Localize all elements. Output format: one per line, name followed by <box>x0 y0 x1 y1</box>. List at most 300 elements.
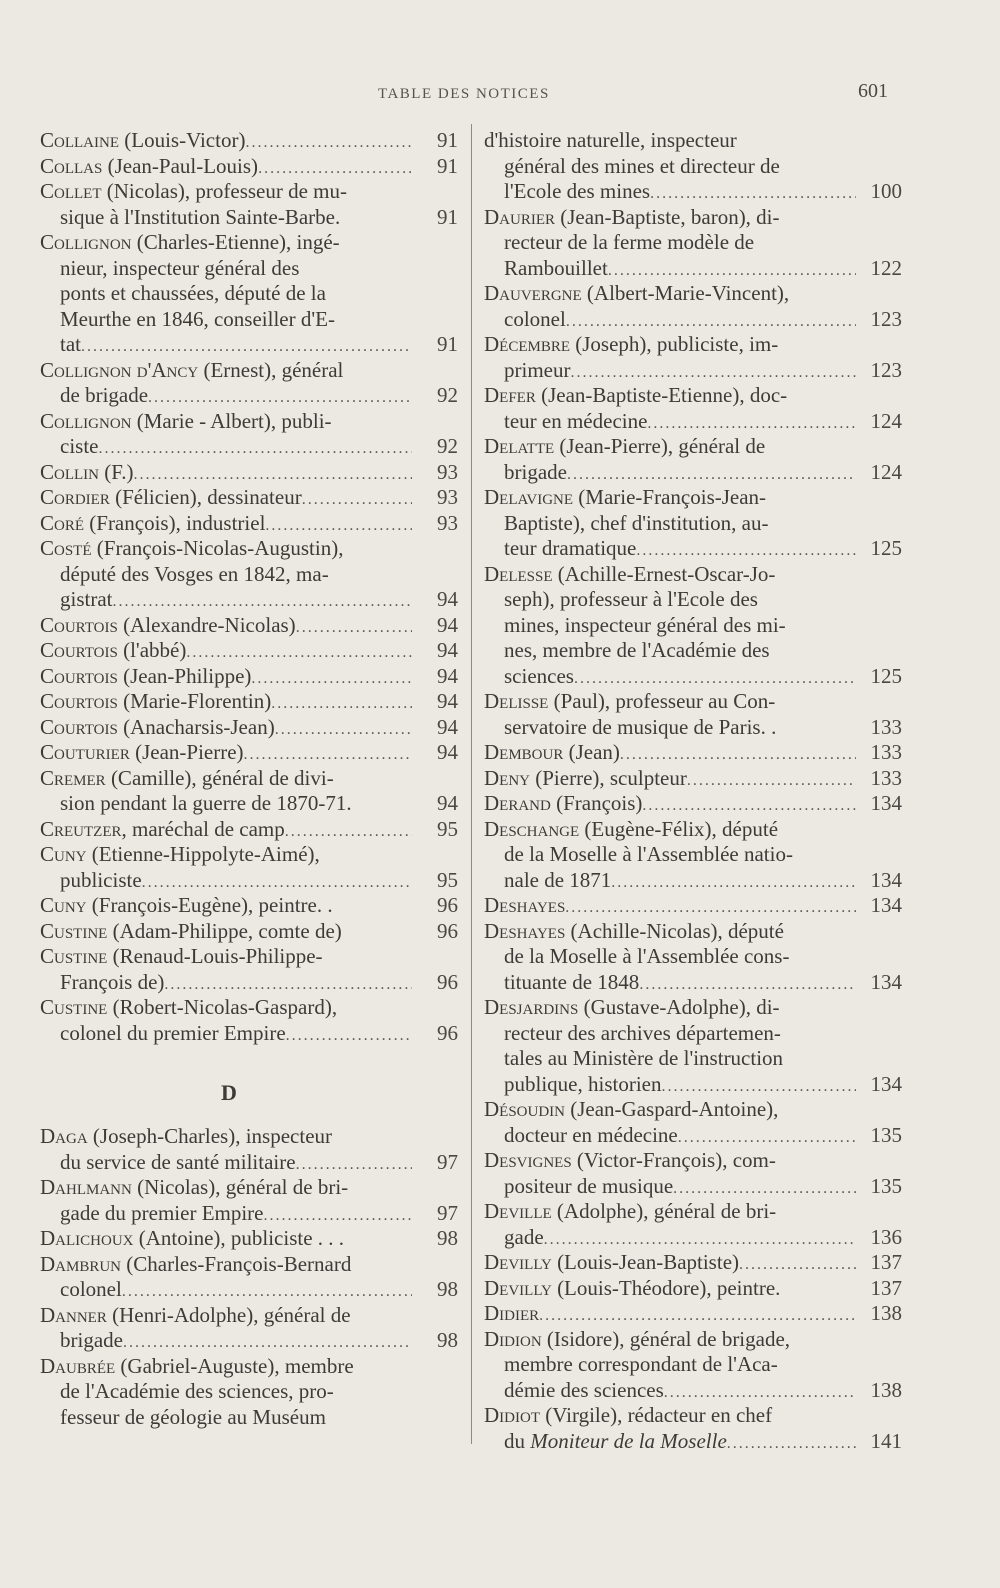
entry-line <box>40 332 458 358</box>
entry-line <box>484 715 902 741</box>
dot-leader <box>567 460 856 486</box>
entry-text: primeur <box>504 357 571 382</box>
entry-text: colonel <box>504 306 566 331</box>
entry-name: Didiot <box>484 1403 540 1427</box>
page-reference: 96 <box>437 918 458 943</box>
entry-text: sique à l'Institution Sainte-Barbe. <box>60 204 341 229</box>
entry-text: (Henri-Adolphe), général de <box>106 1302 351 1327</box>
entry-line <box>40 919 458 945</box>
entry-text: mines, inspecteur général des mi- <box>504 612 786 637</box>
page-reference: 136 <box>870 1224 902 1249</box>
entry-text: (Ernest), général <box>198 357 344 382</box>
index-entry <box>40 1226 458 1252</box>
page-reference: 92 <box>437 434 458 458</box>
entry-name: Courtois <box>40 689 118 713</box>
entry-line <box>484 1097 902 1123</box>
entry-line <box>484 1199 902 1225</box>
page-reference: 96 <box>437 893 458 917</box>
page-reference: 97 <box>437 1200 458 1225</box>
page-reference: 98 <box>437 1328 458 1352</box>
entry-text: député des Vosges en 1842, ma- <box>60 561 329 586</box>
entry-text: (Paul), professeur au Con- <box>548 689 776 713</box>
entry-name: Cordier <box>40 485 110 509</box>
entry-text: (Jean-Pierre) <box>129 740 244 764</box>
entry-text: tales au Ministère de l'instruction <box>504 1046 784 1070</box>
line-spacer <box>333 893 412 919</box>
page-reference: 124 <box>870 408 902 433</box>
index-entry <box>484 383 902 434</box>
dot-leader <box>687 766 856 792</box>
entry-text: (Marie - Albert), publi- <box>131 408 332 433</box>
entry-name: Daga <box>40 1124 88 1148</box>
entry-line <box>484 1403 902 1429</box>
entry-line <box>484 689 902 715</box>
entry-text: (Gustave-Adolphe), di- <box>578 995 780 1019</box>
entry-text: docteur en médecine <box>504 1122 678 1147</box>
index-entry <box>484 1097 902 1148</box>
entry-name: Collignon <box>40 408 132 433</box>
section-letter: D <box>221 1080 237 1105</box>
entry-name: Derand <box>484 791 551 815</box>
entry-line <box>484 842 902 868</box>
dot-leader <box>265 511 412 537</box>
dot-leader <box>244 740 412 766</box>
entry-text: (François-Eugène), peintre. . <box>86 893 333 917</box>
entry-text: de la Moselle à l'Assemblée cons- <box>504 944 790 968</box>
entry-text: ciste <box>60 434 99 458</box>
entry-text: (Marie-François-Jean- <box>573 485 767 509</box>
entry-line <box>484 1072 902 1098</box>
entry-line <box>40 307 458 333</box>
page-reference: 123 <box>870 306 902 331</box>
page-reference: 95 <box>437 816 458 841</box>
entry-text: gistrat <box>60 587 113 611</box>
page-reference: 94 <box>437 791 458 815</box>
entry-name: Cremer <box>40 765 106 790</box>
index-entry <box>40 536 458 613</box>
dot-leader <box>678 1123 856 1149</box>
entry-name: Daubrée <box>40 1353 116 1378</box>
entry-name: Custine <box>40 944 108 968</box>
entry-text: (Louis-Jean-Baptiste) <box>551 1250 740 1274</box>
entry-name: Désoudin <box>484 1097 565 1121</box>
entry-text: (François) <box>550 791 643 815</box>
entry-text: démie des sciences <box>504 1377 664 1402</box>
dot-leader <box>739 1250 856 1276</box>
entry-line <box>40 128 458 154</box>
entry-line <box>484 281 902 307</box>
page-reference: 91 <box>437 128 458 152</box>
entry-text: publiciste <box>60 867 142 892</box>
index-entry <box>484 740 902 766</box>
dot-leader <box>664 1378 856 1404</box>
entry-line <box>484 536 902 562</box>
dot-leader <box>570 358 856 384</box>
index-entry <box>484 332 902 383</box>
index-entry <box>40 995 458 1046</box>
page-reference: 94 <box>437 612 458 637</box>
entry-text: nieur, inspecteur général des <box>60 255 300 280</box>
entry-text: (Louis-Victor) <box>119 128 246 152</box>
entry-text: colonel <box>60 1277 122 1301</box>
entry-line <box>40 766 458 792</box>
entry-line <box>484 613 902 639</box>
page-reference: 91 <box>437 204 458 229</box>
entry-text: servatoire de musique de Paris. . <box>504 714 777 739</box>
entry-name: Couturier <box>40 740 130 764</box>
dot-leader <box>186 638 412 664</box>
entry-line <box>40 1328 458 1354</box>
entry-text: (Charles-François-Bernard <box>121 1251 352 1276</box>
page-reference: 93 <box>437 485 458 509</box>
entry-line <box>484 1327 902 1353</box>
page-reference: 93 <box>437 459 458 484</box>
index-entry <box>484 919 902 996</box>
index-entry <box>40 358 458 409</box>
entry-text: (Eugène-Félix), député <box>579 816 779 841</box>
entry-line <box>484 919 902 945</box>
entry-line <box>484 434 902 460</box>
index-entry <box>484 791 902 817</box>
entry-text: teur en médecine <box>504 408 648 433</box>
index-list-d-continued <box>484 128 902 1454</box>
entry-line <box>40 689 458 715</box>
page-reference: 94 <box>437 638 458 662</box>
dot-leader <box>296 1150 412 1176</box>
entry-line <box>40 434 458 460</box>
entry-line <box>484 128 902 154</box>
page-reference: 133 <box>870 765 902 790</box>
entry-text: (Alexandre-Nicolas) <box>117 612 296 637</box>
entry-line <box>40 1379 458 1405</box>
entry-name: Creutzer <box>40 816 122 841</box>
index-entry <box>40 817 458 843</box>
entry-text: (Virgile), rédacteur en chef <box>539 1403 773 1427</box>
index-entry <box>484 562 902 690</box>
entry-line <box>40 613 458 639</box>
dot-leader <box>286 1021 412 1047</box>
entry-line <box>40 944 458 970</box>
entry-line <box>40 1252 458 1278</box>
entry-line <box>484 562 902 588</box>
page-reference: 137 <box>870 1275 902 1300</box>
index-entry <box>40 919 458 945</box>
entry-name: Deschange <box>484 816 580 841</box>
dot-leader <box>566 307 856 333</box>
entry-line <box>484 1021 902 1047</box>
index-entry <box>484 281 902 332</box>
entry-line <box>484 1250 902 1276</box>
entry-name: Décembre <box>484 332 571 356</box>
index-entry <box>40 893 458 919</box>
index-entry <box>40 638 458 664</box>
dot-leader <box>98 434 412 460</box>
index-entry <box>40 485 458 511</box>
index-entry <box>40 689 458 715</box>
dot-leader <box>647 409 856 435</box>
dot-leader <box>275 715 412 741</box>
page-reference: 134 <box>870 867 902 892</box>
entry-line <box>40 817 458 843</box>
entry-name: Dambrun <box>40 1251 122 1276</box>
index-entry <box>40 740 458 766</box>
entry-line <box>484 1174 902 1200</box>
entry-name: Costé <box>40 536 92 560</box>
entry-text: brigade <box>504 459 567 484</box>
entry-line <box>484 740 902 766</box>
page-reference: 97 <box>437 1149 458 1174</box>
entry-name: Custine <box>40 995 108 1019</box>
index-entry <box>40 128 458 154</box>
entry-text: François de) <box>60 969 165 994</box>
dot-leader <box>661 1072 856 1098</box>
page-reference: 94 <box>437 689 458 713</box>
dot-leader <box>611 868 856 894</box>
entry-line <box>484 1123 902 1149</box>
entry-line <box>484 307 902 333</box>
column-divider <box>471 124 472 1444</box>
dot-leader <box>264 1201 413 1227</box>
entry-line <box>40 791 458 817</box>
dot-leader <box>164 970 412 996</box>
entry-text: (Anacharsis-Jean) <box>117 714 275 739</box>
entry-text: gade du premier Empire <box>60 1200 264 1225</box>
entry-text: (Victor-François), com- <box>571 1148 776 1172</box>
entry-text: (Jean-Gaspard-Antoine), <box>565 1097 779 1121</box>
entry-text: d'histoire naturelle, inspecteur <box>484 128 737 152</box>
dot-leader <box>122 1277 412 1303</box>
entry-text: (F.) <box>99 459 134 484</box>
dot-leader <box>245 128 412 154</box>
entry-line <box>484 485 902 511</box>
entry-line <box>484 638 902 664</box>
line-spacer <box>342 919 412 945</box>
entry-name: Coré <box>40 510 85 535</box>
entry-name: Dahlmann <box>40 1175 132 1199</box>
page-reference: 134 <box>870 893 902 917</box>
page-reference: 133 <box>870 740 902 764</box>
line-spacer <box>776 715 856 741</box>
entry-text: général des mines et directeur de <box>504 153 780 178</box>
entry-line <box>484 230 902 256</box>
entry-name: Custine <box>40 918 108 943</box>
index-entry <box>40 409 458 460</box>
entry-text: Baptiste), chef d'institution, au- <box>504 510 769 535</box>
entry-text: publique, historien <box>504 1071 662 1096</box>
index-entry <box>484 128 902 205</box>
index-entry <box>484 1327 902 1404</box>
dot-leader <box>539 1301 856 1327</box>
page-reference: 138 <box>870 1301 902 1325</box>
page-reference: 125 <box>870 536 902 560</box>
entry-text: teur dramatique <box>504 536 637 560</box>
entry-name: Collignon d'Ancy <box>40 357 199 382</box>
page-reference: 94 <box>437 740 458 764</box>
entry-text: sciences <box>504 663 574 688</box>
entry-name: Cuny <box>40 893 87 917</box>
entry-line <box>484 1276 902 1302</box>
entry-text: gade <box>504 1224 544 1249</box>
entry-name: Collet <box>40 179 102 203</box>
entry-text: nale de 1871 <box>504 867 612 892</box>
index-entry <box>40 664 458 690</box>
dot-leader <box>620 740 856 766</box>
entry-name: Collaine <box>40 128 119 152</box>
entry-line <box>40 536 458 562</box>
page-reference: 133 <box>870 714 902 739</box>
entry-name: Delisse <box>484 689 549 713</box>
index-entry <box>484 1403 902 1454</box>
entry-line <box>484 383 902 409</box>
entry-name: Courtois <box>40 612 118 637</box>
entry-name: Desjardins <box>484 995 579 1019</box>
entry-text: (Jean-Paul-Louis) <box>102 153 259 178</box>
page-reference: 123 <box>870 357 902 382</box>
dot-leader <box>544 1225 856 1251</box>
entry-text: recteur des archives départemen- <box>504 1020 781 1045</box>
page-reference: 134 <box>870 791 902 815</box>
entry-text: de la Moselle à l'Assemblée natio- <box>504 842 793 866</box>
page-reference: 92 <box>437 383 458 407</box>
index-entry <box>40 230 458 358</box>
entry-name: Deshayes <box>484 893 566 917</box>
entry-line <box>40 740 458 766</box>
entry-line <box>484 1352 902 1378</box>
entry-line <box>484 868 902 894</box>
entry-text: (Joseph-Charles), inspecteur <box>87 1124 333 1148</box>
entry-text: du service de santé militaire <box>60 1149 296 1174</box>
dot-leader <box>727 1429 856 1455</box>
entry-text: (Gabriel-Auguste), membre <box>115 1353 354 1378</box>
page-reference: 94 <box>437 714 458 739</box>
entry-name: Courtois <box>40 714 118 739</box>
line-spacer <box>340 205 412 231</box>
index-entry <box>40 1354 458 1431</box>
entry-name: Collas <box>40 153 103 178</box>
entry-line <box>484 154 902 180</box>
entry-text: (Adam-Philippe, comte de) <box>107 918 342 943</box>
entry-italic-title: Moniteur de la Moselle <box>530 1428 727 1453</box>
index-entry <box>484 485 902 562</box>
line-spacer <box>352 791 412 817</box>
entry-line <box>484 511 902 537</box>
entry-name: Danner <box>40 1302 107 1327</box>
entry-line <box>40 1277 458 1303</box>
page-reference: 91 <box>437 153 458 178</box>
entry-name: Devilly <box>484 1250 552 1274</box>
entry-text: ponts et chaussées, député de la <box>60 281 326 305</box>
page-reference: 93 <box>437 510 458 535</box>
entry-text: (Nicolas), général de bri- <box>131 1175 349 1199</box>
entry-line <box>40 1354 458 1380</box>
entry-text: (Félicien), dessinateur <box>109 485 302 509</box>
entry-line <box>40 1150 458 1176</box>
entry-line <box>40 485 458 511</box>
entry-text: (Louis-Théodore), peintre. <box>551 1275 781 1300</box>
page-reference: 135 <box>870 1122 902 1147</box>
dot-leader <box>565 893 856 919</box>
page-reference: 137 <box>870 1250 902 1274</box>
entry-text: (Antoine), publiciste . . . <box>133 1226 345 1250</box>
page-reference: 95 <box>437 867 458 892</box>
line-spacer <box>344 1226 412 1252</box>
dot-leader <box>133 460 412 486</box>
entry-line <box>40 1175 458 1201</box>
entry-line <box>484 332 902 358</box>
entry-text: recteur de la ferme modèle de <box>504 230 755 254</box>
index-entry <box>484 1276 902 1302</box>
entry-text: de brigade <box>60 383 149 407</box>
dot-leader <box>650 179 856 205</box>
entry-text: (Jean-Pierre), général de <box>554 434 766 458</box>
index-entry <box>40 460 458 486</box>
page-reference: 96 <box>437 1020 458 1045</box>
entry-line <box>484 1225 902 1251</box>
entry-name: Deville <box>484 1199 552 1223</box>
entry-line <box>40 460 458 486</box>
entry-line <box>484 205 902 231</box>
dot-leader <box>642 791 856 817</box>
index-entry <box>40 766 458 817</box>
entry-name: Collignon <box>40 230 132 254</box>
entry-name: Devilly <box>484 1275 552 1300</box>
entry-name: Delavigne <box>484 485 574 509</box>
entry-line <box>40 715 458 741</box>
left-column <box>40 128 458 1430</box>
page-reference: 94 <box>437 587 458 611</box>
entry-line <box>40 230 458 256</box>
entry-name: Courtois <box>40 663 118 688</box>
index-list-c <box>40 128 458 1046</box>
line-spacer <box>780 1276 856 1302</box>
dot-leader <box>296 613 412 639</box>
entry-name: Courtois <box>40 638 118 662</box>
entry-text: colonel du premier Empire <box>60 1020 286 1045</box>
entry-name: Deny <box>484 765 530 790</box>
index-entry <box>484 205 902 282</box>
entry-line <box>484 944 902 970</box>
entry-line <box>484 358 902 384</box>
entry-text: (Renaud-Louis-Philippe- <box>107 944 323 968</box>
dot-leader <box>639 970 856 996</box>
page-number: 601 <box>858 80 888 102</box>
entry-name: Dalichoux <box>40 1226 134 1250</box>
entry-name: Deshayes <box>484 918 566 943</box>
entry-text: (Joseph), publiciste, im- <box>570 332 779 356</box>
index-list-d <box>40 1124 458 1430</box>
entry-name: Defer <box>484 383 536 407</box>
entry-line <box>40 1021 458 1047</box>
entry-line <box>40 970 458 996</box>
index-entry <box>40 1175 458 1226</box>
page-reference: 141 <box>870 1428 902 1453</box>
index-entry <box>40 511 458 537</box>
entry-line <box>484 587 902 613</box>
entry-text: (Adolphe), général de bri- <box>551 1199 777 1223</box>
entry-name: Dauvergne <box>484 281 582 305</box>
entry-text: (Jean-Baptiste, baron), di- <box>555 204 780 229</box>
page-reference: 94 <box>437 663 458 688</box>
entry-text: l'Ecole des mines <box>504 179 651 203</box>
index-entry <box>40 1124 458 1175</box>
entry-line <box>40 1303 458 1329</box>
entry-text: (Albert-Marie-Vincent), <box>581 281 790 305</box>
index-entry <box>484 1148 902 1199</box>
entry-line <box>484 766 902 792</box>
entry-text: seph), professeur à l'Ecole des <box>504 587 758 611</box>
index-entry <box>40 179 458 230</box>
entry-line <box>484 409 902 435</box>
